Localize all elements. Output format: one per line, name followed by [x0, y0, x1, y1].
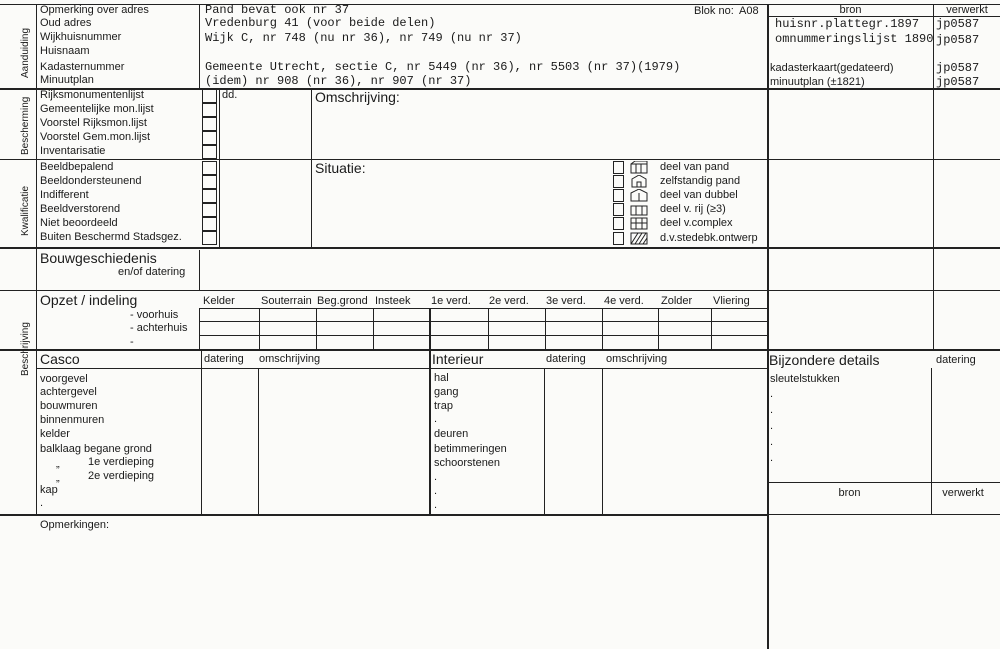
casco-item-binnenmuren: binnenmuren	[40, 414, 105, 426]
verwerkt-row-4: jp0587	[936, 61, 980, 75]
casco-datering-header: datering	[204, 353, 244, 365]
omschrijving-heading: Omschrijving:	[315, 89, 400, 105]
bouwgeschiedenis-subheading: en/of datering	[118, 266, 186, 278]
casco-omschrijving-header: omschrijving	[259, 353, 321, 365]
label-rijksmonumentenlijst: Rijksmonumentenlijst	[40, 89, 144, 101]
value-minuutplan: (idem) nr 908 (nr 36), nr 907 (nr 37)	[205, 74, 472, 88]
opzet-row-achterhuis: - achterhuis	[130, 322, 188, 334]
interieur-heading: Interieur	[432, 351, 484, 367]
bijzondere-item-blank: .	[770, 404, 774, 416]
label-minuutplan: Minuutplan	[40, 74, 94, 86]
casco-item-2e-verdieping: 2e verdieping	[88, 470, 155, 482]
side-label-beschrijving: Beschrijving	[20, 322, 31, 376]
opzet-col-zolder: Zolder	[661, 295, 693, 307]
blok-label: Blok no:	[694, 5, 734, 17]
checkbox-beeldbepalend[interactable]	[202, 161, 217, 175]
verwerkt-header: verwerkt	[946, 4, 988, 16]
urban-design-icon	[630, 232, 648, 245]
double-house-icon	[630, 189, 648, 202]
bijzondere-item-blank: .	[770, 388, 774, 400]
situatie-checkbox[interactable]	[613, 203, 624, 216]
situatie-checkbox[interactable]	[613, 161, 624, 174]
casco-item-bouwmuren: bouwmuren	[40, 400, 98, 412]
complex-icon	[630, 217, 648, 230]
opzet-col-souterrain: Souterrain	[261, 295, 312, 307]
opzet-col-insteek: Insteek	[375, 295, 411, 307]
opzet-col-beg-grond: Beg.grond	[317, 295, 368, 307]
checkbox-gemeentelijke-mon-lijst[interactable]	[202, 103, 217, 117]
opzet-heading: Opzet / indeling	[40, 292, 138, 308]
situatie-label: deel van pand	[660, 161, 730, 173]
bijzondere-datering-header: datering	[936, 354, 976, 366]
bron-row-5: minuutplan (±1821)	[770, 76, 865, 88]
bijzondere-bron-header: bron	[838, 487, 861, 499]
interieur-item-trap: trap	[434, 400, 453, 412]
dd-label: dd.	[222, 89, 238, 101]
label-voorstel-gem-mon: Voorstel Gem.mon.lijst	[40, 131, 151, 143]
interieur-item-deuren: deuren	[434, 428, 469, 440]
casco-item-voorgevel: voorgevel	[40, 373, 88, 385]
label-wijkhuisnummer: Wijkhuisnummer	[40, 31, 122, 43]
verwerkt-row-5: jp0587	[936, 75, 980, 89]
interieur-datering-header: datering	[546, 353, 586, 365]
situatie-label: deel v. rij (≥3)	[660, 203, 726, 215]
interieur-item-blank-4: .	[434, 499, 438, 511]
label-beeldbepalend: Beeldbepalend	[40, 161, 114, 173]
bijzondere-item-blank: .	[770, 420, 774, 432]
casco-blank-line: .	[40, 497, 44, 509]
ditto-mark: „	[56, 458, 60, 470]
interieur-item-schoorstenen: schoorstenen	[434, 457, 501, 469]
value-kadasternummer: Gemeente Utrecht, sectie C, nr 5449 (nr 36), nr 5503 (nr 37)(1979)	[205, 60, 681, 74]
checkbox-buiten-beschermd[interactable]	[202, 231, 217, 245]
label-indifferent: Indifferent	[40, 189, 89, 201]
interieur-item-blank-2: .	[434, 471, 438, 483]
opzet-row-blank: -	[130, 336, 134, 348]
checkbox-rijksmonumentenlijst[interactable]	[202, 89, 217, 103]
bron-row-1: huisnr.plattegr.1897	[775, 17, 920, 31]
casco-item-kelder: kelder	[40, 428, 70, 440]
side-label-kwalificatie: Kwalificatie	[20, 185, 31, 236]
value-opmerking-adres: Pand bevat ook nr 37	[205, 3, 350, 17]
situatie-checkbox[interactable]	[613, 232, 624, 245]
checkbox-voorstel-gem-mon[interactable]	[202, 131, 217, 145]
situatie-checkbox[interactable]	[613, 217, 624, 230]
bijzondere-item-sleutelstukken: sleutelstukken	[770, 373, 840, 385]
checkbox-niet-beoordeeld[interactable]	[202, 217, 217, 231]
situatie-checkbox[interactable]	[613, 189, 624, 202]
label-opmerking-adres: Opmerking over adres	[40, 4, 149, 16]
label-huisnaam: Huisnaam	[40, 45, 90, 57]
label-kadasternummer: Kadasternummer	[40, 61, 125, 73]
bijzondere-details-heading: Bijzondere details	[769, 352, 880, 368]
interieur-item-betimmeringen: betimmeringen	[434, 443, 507, 455]
verwerkt-row-1: jp0587	[936, 17, 980, 31]
value-oud-adres: Vredenburg 41 (voor beide delen)	[205, 16, 436, 30]
label-oud-adres: Oud adres	[40, 17, 92, 29]
blok-value: A08	[739, 5, 759, 17]
bron-row-4: kadasterkaart(gedateerd)	[770, 62, 894, 74]
bijzondere-item-blank: .	[770, 452, 774, 464]
ditto-mark: „	[56, 472, 60, 484]
situatie-heading: Situatie:	[315, 160, 366, 176]
label-niet-beoordeeld: Niet beoordeeld	[40, 217, 118, 229]
side-label-aanduiding: Aanduiding	[20, 27, 31, 78]
bron-header: bron	[839, 4, 862, 16]
label-buiten-beschermd: Buiten Beschermd Stadsgez.	[40, 231, 182, 243]
value-wijkhuisnummer: Wijk C, nr 748 (nu nr 36), nr 749 (nu nr 37)	[205, 31, 522, 45]
verwerkt-row-2: jp0587	[936, 33, 980, 47]
situatie-checkbox[interactable]	[613, 175, 624, 188]
interieur-item-blank-1: .	[434, 413, 438, 425]
casco-item-1e-verdieping: 1e verdieping	[88, 456, 155, 468]
opzet-row-voorhuis: - voorhuis	[130, 309, 179, 321]
opmerkingen-label: Opmerkingen:	[40, 519, 110, 531]
label-gemeentelijke-mon-lijst: Gemeentelijke mon.lijst	[40, 103, 154, 115]
interieur-item-gang: gang	[434, 386, 459, 398]
situatie-label: deel v.complex	[660, 217, 733, 229]
interieur-item-hal: hal	[434, 372, 449, 384]
opzet-col-kelder: Kelder	[203, 295, 235, 307]
standalone-building-icon	[630, 175, 648, 188]
bijzondere-verwerkt-header: verwerkt	[942, 487, 984, 499]
label-beeldverstorend: Beeldverstorend	[40, 203, 121, 215]
opzet-col-2e-verd: 2e verd.	[489, 295, 529, 307]
label-beeldondersteunend: Beeldondersteunend	[40, 175, 142, 187]
interieur-omschrijving-header: omschrijving	[606, 353, 668, 365]
checkbox-inventarisatie[interactable]	[202, 145, 217, 159]
situatie-label: deel van dubbel	[660, 189, 738, 201]
label-inventarisatie: Inventarisatie	[40, 145, 106, 157]
opzet-col-4e-verd: 4e verd.	[604, 295, 644, 307]
casco-heading: Casco	[40, 351, 80, 367]
building-part-icon	[630, 161, 648, 174]
opzet-col-3e-verd: 3e verd.	[546, 295, 586, 307]
label-voorstel-rijksmon: Voorstel Rijksmon.lijst	[40, 117, 147, 129]
situatie-label: d.v.stedebk.ontwerp	[660, 232, 758, 244]
opzet-col-1e-verd: 1e verd.	[431, 295, 471, 307]
casco-item-kap: kap	[40, 484, 58, 496]
opzet-col-vliering: Vliering	[713, 295, 750, 307]
side-label-bescherming: Bescherming	[20, 96, 31, 155]
casco-item-balklaag: balklaag begane grond	[40, 443, 152, 455]
bijzondere-item-blank: .	[770, 436, 774, 448]
bouwgeschiedenis-heading: Bouwgeschiedenis	[40, 250, 157, 266]
bron-row-2: omnummeringslijst 1890	[775, 32, 934, 46]
casco-item-achtergevel: achtergevel	[40, 386, 97, 398]
interieur-item-blank-3: .	[434, 485, 438, 497]
checkbox-beeldverstorend[interactable]	[202, 203, 217, 217]
situatie-label: zelfstandig pand	[660, 175, 741, 187]
checkbox-beeldondersteunend[interactable]	[202, 175, 217, 189]
checkbox-voorstel-rijksmon[interactable]	[202, 117, 217, 131]
checkbox-indifferent[interactable]	[202, 189, 217, 203]
row-houses-icon	[630, 203, 648, 216]
